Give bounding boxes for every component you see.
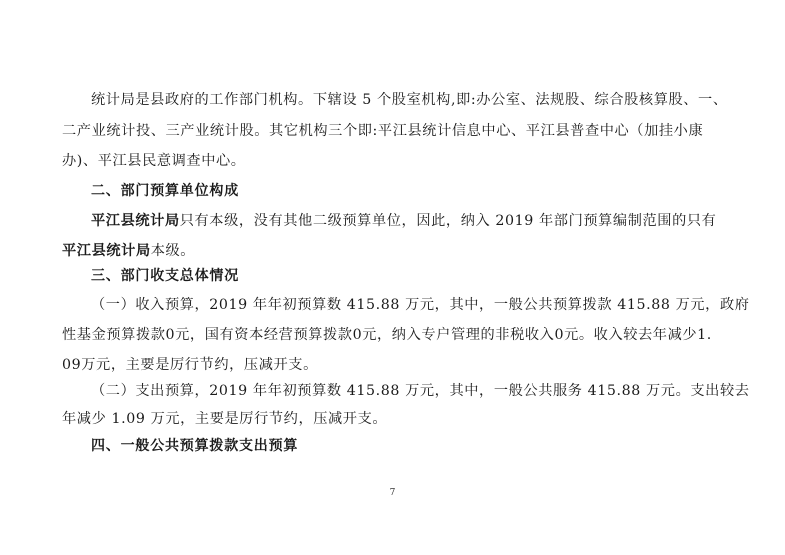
paragraph-text: （二）支出预算，2019 年年初预算数 415.88 万元，其中，一般公共服务 415.88 万元。支出较去	[91, 383, 750, 399]
paragraph-text: 二产业统计投、三产业统计股。其它机构三个即:平江县统计信息中心、平江县普查中心（加挂小康	[62, 123, 704, 139]
section-heading: 三、部门收支总体情况	[91, 268, 239, 284]
paragraph-text: 性基金预算拨款0元，国有资本经营预算拨款0元，纳入专户管理的非税收入0元。收入较去年减少1.	[62, 327, 712, 343]
paragraph-text: 09万元，主要是厉行节约，压减开支。	[62, 357, 318, 373]
paragraph-text: （一）收入预算，2019 年年初预算数 415.88 万元，其中，一般公共预算拨款 415.88 万元，政府	[91, 297, 750, 313]
paragraph-text: 统计局是县政府的工作部门机构。下辖设 5 个股室机构,即:办公室、法规股、综合股核算股、一、	[91, 92, 728, 108]
paragraph-span: 只有本级，没有其他二级预算单位，因此，纳入 2019 年部门预算编制范围的只有	[179, 213, 717, 229]
section-heading: 二、部门预算单位构成	[91, 183, 239, 199]
bold-unit-name: 平江县统计局	[91, 213, 180, 229]
section-heading: 四、一般公共预算拨款支出预算	[91, 438, 299, 454]
paragraph-text	[62, 241, 195, 261]
page-number: 7	[389, 488, 396, 498]
paragraph-span: 本级。	[150, 243, 196, 259]
paragraph-text: 年减少 1.09 万元，主要是厉行节约，压减开支。	[62, 411, 388, 427]
bold-unit-name: 平江县统计局	[62, 243, 151, 259]
paragraph-text	[91, 211, 716, 231]
paragraph-text: 办)、平江县民意调查中心。	[62, 153, 246, 169]
